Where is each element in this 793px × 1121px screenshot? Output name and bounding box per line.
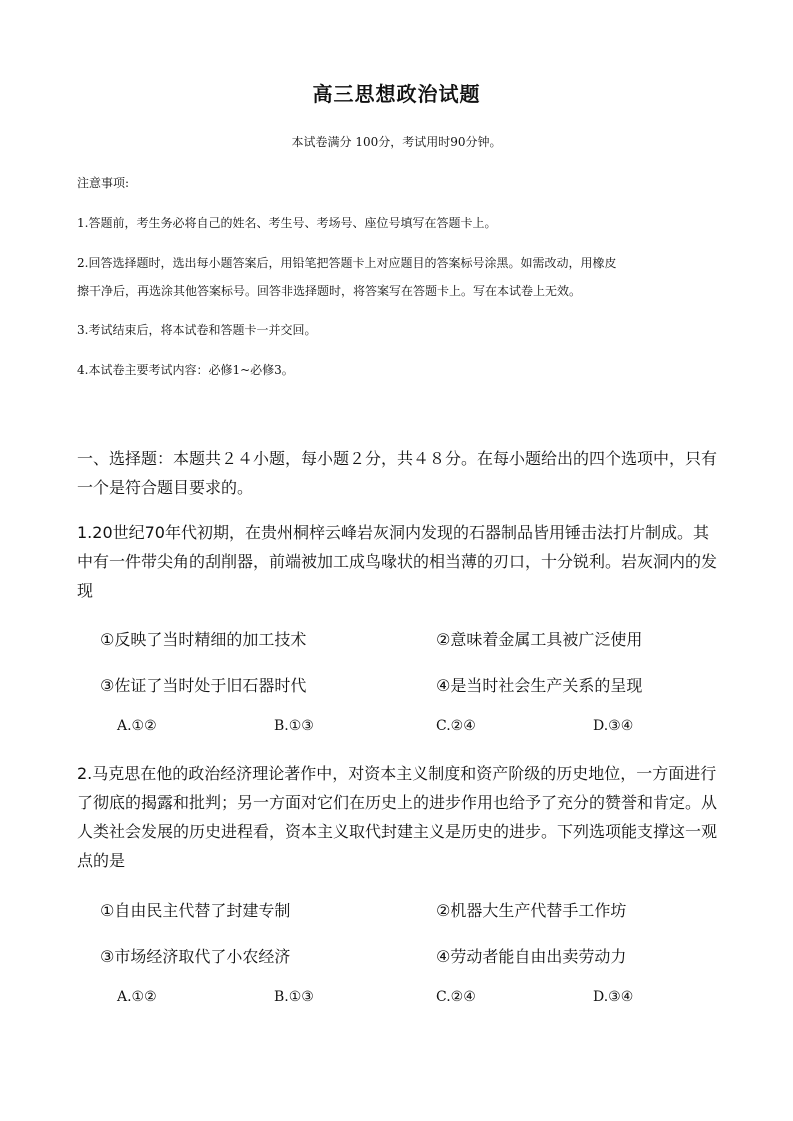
notice-item: 1.答题前，考生务必将自己的姓名、考生号、考场号、座位号填写在答题卡上。	[77, 216, 497, 230]
statement: ③佐证了当时处于旧石器时代	[100, 676, 307, 695]
answer-choice: C.②④	[436, 718, 476, 734]
statement: ②意味着金属工具被广泛使用	[436, 630, 643, 649]
statement: ④劳动者能自由出卖劳动力	[436, 947, 627, 966]
answer-choice: D.③④	[593, 989, 634, 1005]
statement: ②机器大生产代替手工作坊	[436, 901, 627, 920]
answer-choice: B.①③	[274, 989, 314, 1005]
answer-choice: B.①③	[274, 718, 314, 734]
question-stem: 1.20世纪70年代初期，在贵州桐梓云峰岩灰洞内发现的石器制品皆用锤击法打片制成。其中有一件带尖角的刮削器，前端被加工成鸟喙状的相当薄的刃口，十分锐利。岩灰洞内的发现	[77, 523, 718, 600]
notice-heading: 注意事项:	[77, 176, 130, 190]
notice-item: 4.本试卷主要考试内容：必修1~必修3。	[77, 363, 294, 377]
question-stem: 2.马克思在他的政治经济理论著作中，对资本主义制度和资产阶级的历史地位，一方面进行了彻底的揭露和批判；另一方面对它们在历史上的进步作用也给予了充分的赞誉和肯定。从人类社会发展的历史进程看，资本主义取代封建主义是历史的进步。下列选项能支撑这一观点的是	[77, 764, 718, 870]
notice-item: 2.回答选择题时，选出每小题答案后，用铅笔把答题卡上对应题目的答案标号涂黑。如需改动，用橡皮	[77, 256, 617, 270]
answer-choice: A.①②	[117, 718, 157, 734]
notice-item: 3.考试结束后，将本试卷和答题卡一并交回。	[77, 323, 317, 337]
statement: ①自由民主代替了封建专制	[100, 901, 291, 920]
answer-choice: A.①②	[117, 989, 157, 1005]
statement: ①反映了当时精细的加工技术	[100, 630, 307, 649]
exam-info: 本试卷满分 100分，考试用时90分钟。	[291, 135, 502, 149]
answer-choice: D.③④	[593, 718, 634, 734]
answer-choice: C.②④	[436, 989, 476, 1005]
page-title: 高三思想政治试题	[312, 82, 481, 106]
statement: ③市场经济取代了小农经济	[100, 947, 291, 966]
statement: ④是当时社会生产关系的呈现	[436, 676, 643, 695]
notice-item: 擦干净后，再选涂其他答案标号。回答非选择题时，将答案写在答题卡上。写在本试卷上无效。	[77, 284, 582, 298]
section-heading: 一、选择题：本题共２４小题，每小题２分，共４８分。在每小题给出的四个选项中，只有一个是符合题目要求的。	[77, 449, 718, 497]
